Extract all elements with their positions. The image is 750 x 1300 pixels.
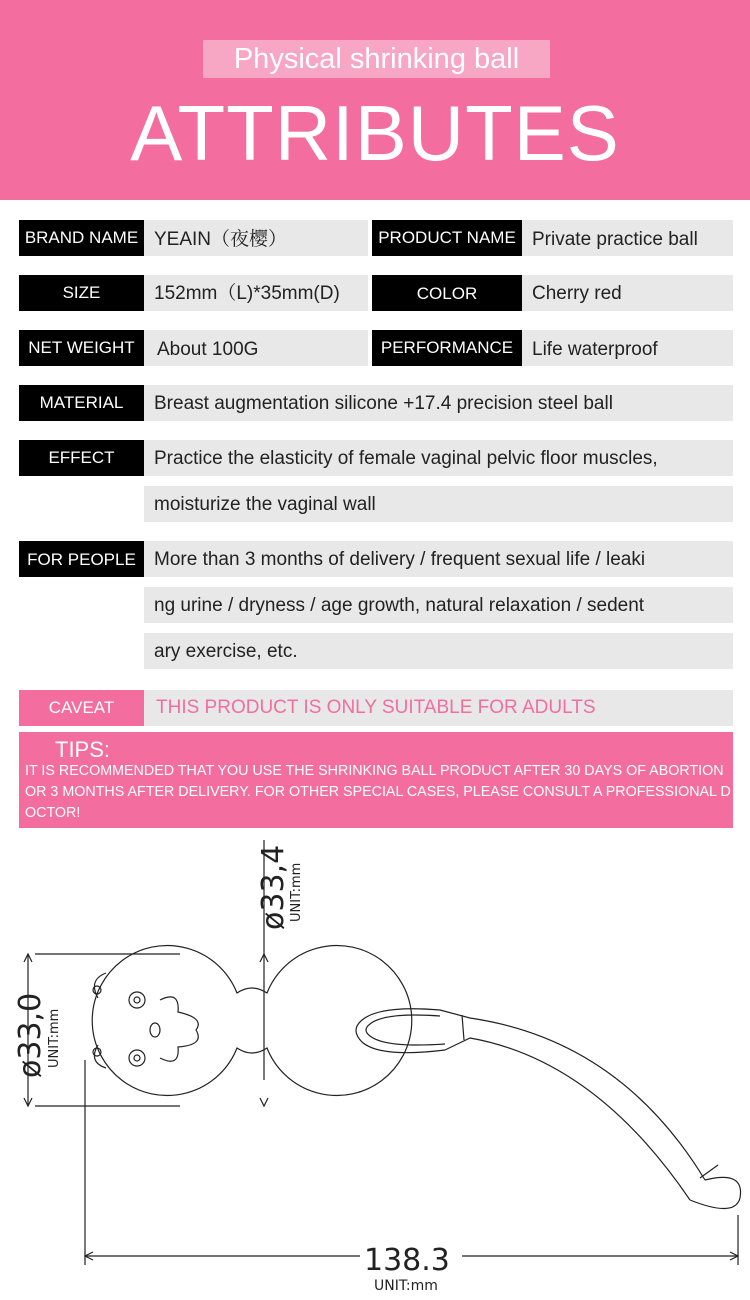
nose-icon	[150, 1023, 160, 1037]
material-value: Breast augmentation silicone +17.4 precision steel ball	[144, 385, 733, 421]
for-people-line-1: More than 3 months of delivery / frequent sexual life / leaki	[144, 541, 733, 577]
net-weight-value: About 100G	[144, 330, 368, 366]
effect-line-2: moisturize the vaginal wall	[144, 486, 733, 522]
ball-body-outline	[92, 945, 412, 1095]
color-value: Cherry red	[522, 275, 733, 311]
performance-label: PERFORMANCE	[372, 330, 522, 366]
for-people-line-2: ng urine / dryness / age growth, natural relaxation / sedent	[144, 587, 733, 623]
dim-left-unit: UNIT:mm	[47, 1008, 62, 1068]
dim-top-label: ø33,4	[256, 844, 291, 930]
size-label: SIZE	[19, 275, 144, 311]
mouth-icon	[160, 997, 198, 1061]
header-banner	[0, 0, 750, 200]
for-people-line-3: ary exercise, etc.	[144, 633, 733, 669]
tips-box	[19, 732, 733, 828]
caveat-text: THIS PRODUCT IS ONLY SUITABLE FOR ADULTS	[144, 690, 733, 726]
tips-title: TIPS:	[55, 737, 111, 762]
dim-bottom-unit: UNIT:mm	[374, 1278, 438, 1294]
tail-rope	[440, 1010, 705, 1180]
color-label: COLOR	[372, 275, 522, 311]
brand-name-label: BRAND NAME	[19, 220, 144, 256]
for-people-label: FOR PEOPLE	[19, 541, 144, 577]
material-label: MATERIAL	[19, 385, 144, 421]
brand-name-value: YEAIN（夜樱）	[144, 220, 368, 256]
tips-text: IT IS RECOMMENDED THAT YOU USE THE SHRINKING BALL PRODUCT AFTER 30 DAYS OF ABORTION OR 3 MONTHS AFTER DELIVERY. FOR OTHER SPECIAL CASES, PLEASE CONSULT A PROFESSIONAL DOCTOR!	[25, 763, 731, 821]
dim-left-label: ø33,0	[13, 992, 48, 1078]
product-diagram	[0, 830, 750, 1300]
effect-line-1: Practice the elasticity of female vaginal pelvic floor muscles,	[144, 440, 733, 476]
net-weight-label: NET WEIGHT	[19, 330, 144, 366]
dim-bottom-label: 138.3	[364, 1243, 450, 1278]
performance-value: Life waterproof	[522, 330, 733, 366]
header-subtitle: Physical shrinking ball	[203, 40, 550, 78]
tail-tip	[690, 1177, 741, 1208]
header-title: ATTRIBUTES	[130, 89, 620, 177]
product-name-label: PRODUCT NAME	[372, 220, 522, 256]
product-name-value: Private practice ball	[522, 220, 733, 256]
size-value: 152mm（L)*35mm(D)	[144, 275, 368, 311]
dim-top-unit: UNIT:mm	[289, 862, 304, 922]
effect-label: EFFECT	[19, 440, 144, 476]
eye-bottom-icon	[129, 1050, 145, 1066]
caveat-label: CAVEAT	[19, 690, 144, 726]
eye-top-icon	[129, 992, 145, 1008]
